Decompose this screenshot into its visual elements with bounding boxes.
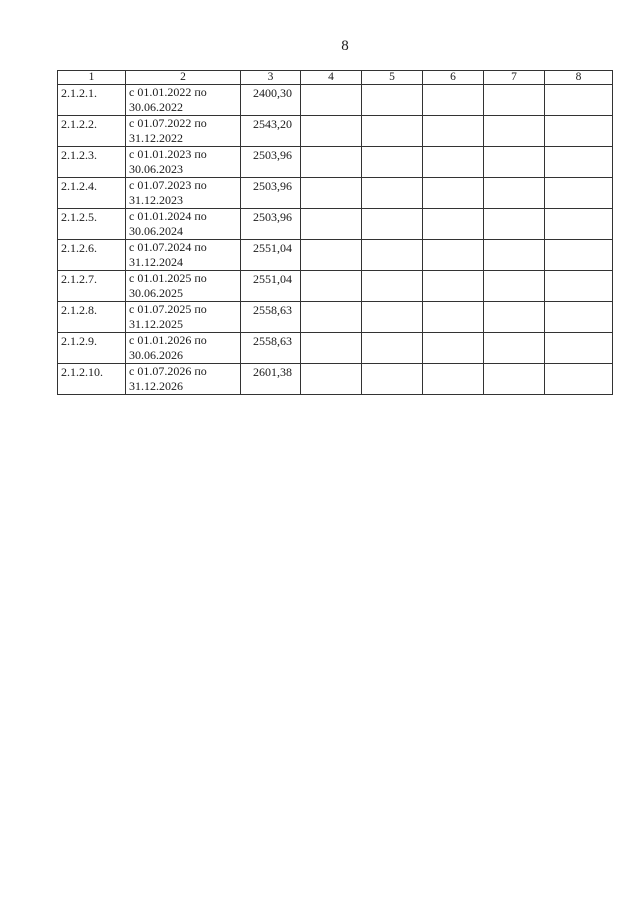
empty-cell-col-6 — [423, 178, 484, 209]
column-header-2: 2 — [126, 71, 241, 85]
row-value: 2558,63 — [241, 302, 301, 333]
empty-cell-col-5 — [362, 271, 423, 302]
empty-cell-col-7 — [484, 333, 545, 364]
empty-cell-col-6 — [423, 271, 484, 302]
period-start: с 01.07.2025 по — [129, 302, 207, 316]
period-end: 30.06.2026 — [129, 348, 183, 362]
empty-cell-col-5 — [362, 147, 423, 178]
table-row — [58, 85, 613, 116]
table-row — [58, 209, 613, 240]
period-end: 31.12.2024 — [129, 255, 183, 269]
empty-cell-col-8 — [545, 85, 613, 116]
table-row — [58, 178, 613, 209]
period-end: 30.06.2022 — [129, 100, 183, 114]
column-header-3: 3 — [241, 71, 301, 85]
empty-cell-col-8 — [545, 271, 613, 302]
row-code: 2.1.2.10. — [58, 364, 126, 395]
row-value: 2543,20 — [241, 116, 301, 147]
empty-cell-col-7 — [484, 271, 545, 302]
column-header-5: 5 — [362, 71, 423, 85]
empty-cell-col-4 — [301, 240, 362, 271]
empty-cell-col-4 — [301, 364, 362, 395]
period-start: с 01.07.2026 по — [129, 364, 207, 378]
row-code: 2.1.2.7. — [58, 271, 126, 302]
row-period — [126, 147, 241, 178]
empty-cell-col-6 — [423, 147, 484, 178]
empty-cell-col-5 — [362, 364, 423, 395]
empty-cell-col-7 — [484, 302, 545, 333]
row-value: 2551,04 — [241, 240, 301, 271]
row-code: 2.1.2.5. — [58, 209, 126, 240]
header-row — [58, 71, 613, 85]
empty-cell-col-6 — [423, 209, 484, 240]
row-period — [126, 302, 241, 333]
table-row — [58, 116, 613, 147]
row-value: 2601,38 — [241, 364, 301, 395]
row-period — [126, 85, 241, 116]
empty-cell-col-8 — [545, 178, 613, 209]
empty-cell-col-5 — [362, 116, 423, 147]
table-header — [58, 71, 613, 85]
period-start: с 01.07.2022 по — [129, 116, 207, 130]
empty-cell-col-8 — [545, 209, 613, 240]
empty-cell-col-5 — [362, 302, 423, 333]
empty-cell-col-5 — [362, 85, 423, 116]
empty-cell-col-8 — [545, 302, 613, 333]
empty-cell-col-4 — [301, 178, 362, 209]
page-number: 8 — [341, 38, 349, 54]
empty-cell-col-7 — [484, 364, 545, 395]
row-value: 2400,30 — [241, 85, 301, 116]
empty-cell-col-7 — [484, 209, 545, 240]
row-code: 2.1.2.8. — [58, 302, 126, 333]
row-code: 2.1.2.3. — [58, 147, 126, 178]
period-end: 31.12.2025 — [129, 317, 183, 331]
row-value: 2558,63 — [241, 333, 301, 364]
row-period — [126, 240, 241, 271]
period-end: 30.06.2024 — [129, 224, 183, 238]
empty-cell-col-5 — [362, 240, 423, 271]
row-code: 2.1.2.4. — [58, 178, 126, 209]
empty-cell-col-7 — [484, 178, 545, 209]
table-row — [58, 302, 613, 333]
table-row — [58, 271, 613, 302]
row-period — [126, 178, 241, 209]
table-row — [58, 240, 613, 271]
empty-cell-col-6 — [423, 116, 484, 147]
period-start: с 01.01.2023 по — [129, 147, 207, 161]
period-end: 30.06.2023 — [129, 162, 183, 176]
row-period — [126, 271, 241, 302]
period-end: 30.06.2025 — [129, 286, 183, 300]
table-row — [58, 333, 613, 364]
row-code: 2.1.2.1. — [58, 85, 126, 116]
row-code: 2.1.2.6. — [58, 240, 126, 271]
empty-cell-col-6 — [423, 240, 484, 271]
empty-cell-col-8 — [545, 116, 613, 147]
empty-cell-col-5 — [362, 209, 423, 240]
empty-cell-col-7 — [484, 240, 545, 271]
period-start: с 01.01.2022 по — [129, 85, 207, 99]
period-end: 31.12.2026 — [129, 379, 183, 393]
empty-cell-col-8 — [545, 364, 613, 395]
period-start: с 01.01.2025 по — [129, 271, 207, 285]
empty-cell-col-8 — [545, 147, 613, 178]
row-code: 2.1.2.2. — [58, 116, 126, 147]
empty-cell-col-4 — [301, 209, 362, 240]
period-start: с 01.07.2024 по — [129, 240, 207, 254]
row-value: 2503,96 — [241, 178, 301, 209]
row-value: 2551,04 — [241, 271, 301, 302]
column-header-8: 8 — [545, 71, 613, 85]
period-end: 31.12.2022 — [129, 131, 183, 145]
table-body — [58, 85, 613, 395]
row-code: 2.1.2.9. — [58, 333, 126, 364]
period-start: с 01.01.2024 по — [129, 209, 207, 223]
empty-cell-col-4 — [301, 302, 362, 333]
period-start: с 01.01.2026 по — [129, 333, 207, 347]
empty-cell-col-5 — [362, 178, 423, 209]
row-value: 2503,96 — [241, 147, 301, 178]
row-period — [126, 364, 241, 395]
row-period — [126, 116, 241, 147]
period-end: 31.12.2023 — [129, 193, 183, 207]
empty-cell-col-4 — [301, 333, 362, 364]
empty-cell-col-6 — [423, 302, 484, 333]
table-row — [58, 364, 613, 395]
column-header-7: 7 — [484, 71, 545, 85]
row-value: 2503,96 — [241, 209, 301, 240]
row-period — [126, 333, 241, 364]
empty-cell-col-7 — [484, 147, 545, 178]
empty-cell-col-7 — [484, 116, 545, 147]
empty-cell-col-4 — [301, 85, 362, 116]
empty-cell-col-6 — [423, 364, 484, 395]
empty-cell-col-4 — [301, 271, 362, 302]
table-row — [58, 147, 613, 178]
period-start: с 01.07.2023 по — [129, 178, 207, 192]
empty-cell-col-8 — [545, 240, 613, 271]
column-header-4: 4 — [301, 71, 362, 85]
empty-cell-col-6 — [423, 85, 484, 116]
column-header-6: 6 — [423, 71, 484, 85]
empty-cell-col-4 — [301, 116, 362, 147]
column-header-1: 1 — [58, 71, 126, 85]
empty-cell-col-5 — [362, 333, 423, 364]
empty-cell-col-8 — [545, 333, 613, 364]
empty-cell-col-4 — [301, 147, 362, 178]
tariff-table — [57, 70, 613, 395]
empty-cell-col-7 — [484, 85, 545, 116]
row-period — [126, 209, 241, 240]
empty-cell-col-6 — [423, 333, 484, 364]
